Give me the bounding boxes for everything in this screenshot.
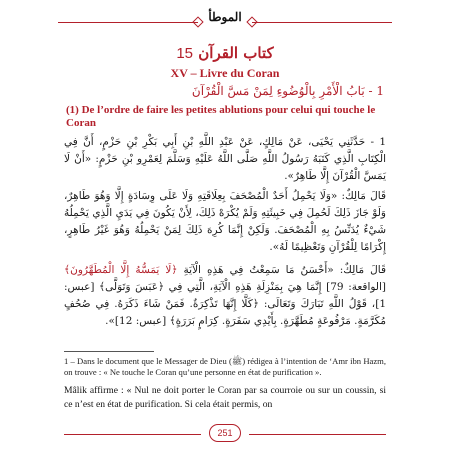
running-title: الموطأ [208, 10, 242, 24]
arabic-paragraph-3-rest: [الواقعة: 79] إِنَّمَا هِيَ بِمَنْزِلَةِ هَذِهِ الْآيَةِ، الَّتِي فِي ﴿عَبَسَ وَتَوَلَّى﴾ [عبس: 1]، قَوْلُ اللَّهِ تَبَارَكَ وَتَعَالَى: ﴿كَلَّا إِنَّهَا تَذْكِرَةٌ. فَمَنْ شَاءَ ذَكَرَهُ. فِي صُحُفٍ مُكَرَّمَةٍ. مَرْفُوعَةٍ مُطَهَّرَةٍ. بِأَيْدِي سَفَرَةٍ. كِرَامٍ بَرَرَةٍ﴾ [عبس: 12]». [64, 281, 386, 327]
arabic-paragraph-3-start: قَالَ مَالِكٌ: «أَحْسَنُ مَا سَمِعْتُ فِي هَذِهِ الْآيَةِ [177, 264, 386, 276]
footer-rule-right [249, 434, 386, 435]
footnote-divider [64, 351, 154, 352]
page-header [0, 0, 450, 40]
section-title-fr: (1) De l’ordre de faire les petites ablutions pour celui qui touche le Coran [66, 104, 376, 129]
arabic-paragraph-1: 1 - حَدَّثَنِي يَحْيَى، عَنْ مَالِكٍ، عَنْ عَبْدِ اللَّهِ بْنِ أَبِي بَكْرِ بْنِ حَزْمٍ، أَنَّ فِي الْكِتَابِ الَّذِي كَتَبَهُ رَسُولُ اللَّهِ صَلَّى اللَّهُ عَلَيْهِ وَسَلَّمَ لِعَمْرِو بْنِ حَزْمٍ: «أَنْ لَا يَمَسَّ الْقُرْآنَ إِلَّا طَاهِرٌ». [64, 136, 386, 182]
header-rule-right [252, 22, 392, 23]
footer-rule-left [64, 434, 201, 435]
quran-verse: ﴿لَا يَمَسُّهُ إِلَّا الْمُطَهَّرُونَ﴾ [64, 264, 178, 276]
chapter-title-ar [0, 44, 450, 62]
arabic-paragraph-3 [64, 262, 386, 330]
section-title-ar: 1 - بَابُ الْأَمْرِ بِالْوُضُوءِ لِمَنْ مَسَّ الْقُرْآنَ [191, 84, 384, 98]
chapter-number: 15 [176, 45, 194, 62]
french-body-text: Mâlik affirme : « Nul ne doit porter le Coran par sa courroie ou sur un coussin, si ce n’est en état de purification. Si cela était permis, on [64, 385, 386, 410]
chapter-name-ar: كتاب القرآن [198, 44, 274, 62]
arabic-paragraph-2: قَالَ مَالِكٌ: «وَلَا يَحْمِلُ أَحَدٌ الْمُصْحَفَ بِعِلَاقَتِهِ وَلَا عَلَى وِسَادَةٍ إِلَّا وَهُوَ طَاهِرٌ، وَلَوْ جَازَ ذَلِكَ لَحُمِلَ فِي خَبِيئَتِهِ وَلَمْ يُكْرَهْ ذَلِكَ، لِأَنْ يَكُونَ فِي يَدَيِ الَّذِي يَحْمِلُهُ شَيْءٌ يُدَنِّسُ بِهِ الْمُصْحَفَ. وَلَكِنْ إِنَّمَا كُرِهَ ذَلِكَ لِمَنْ يَحْمِلُهُ وَهُوَ غَيْرُ طَاهِرٍ، إِكْرَامًا لِلْقُرْآنِ وَتَعْظِيمًا لَهُ». [64, 190, 386, 253]
chapter-title-fr: XV – Livre du Coran [170, 66, 280, 80]
page-number: 251 [209, 424, 241, 442]
footnote: 1 – Dans le document que le Messager de Dieu (ﷺ) rédigea à l’intention de ‘Amr ibn Hazm, on trouve : « Ne touche le Coran qu’une personne en état de purification ». [64, 356, 386, 377]
